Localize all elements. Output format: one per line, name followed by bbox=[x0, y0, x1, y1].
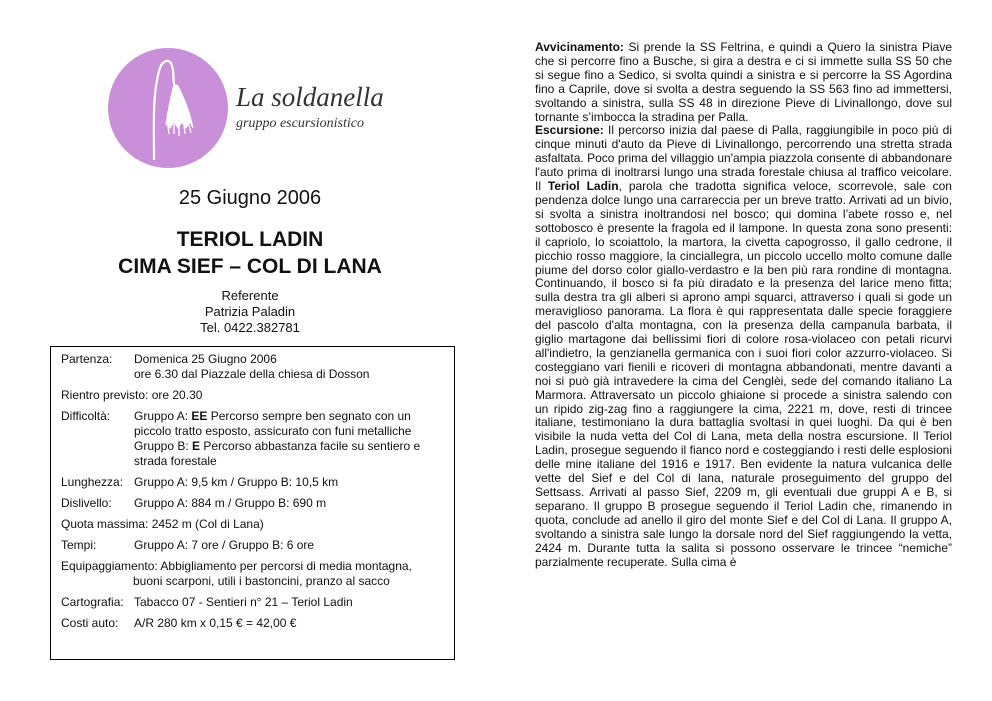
brand-name: La soldanella bbox=[236, 82, 384, 112]
referent-block bbox=[50, 288, 450, 336]
paragraph-escursione bbox=[535, 124, 952, 569]
info-row-difficolta bbox=[61, 409, 446, 469]
partenza-line2: ore 6.30 dal Piazzale della chiesa di Dosson bbox=[134, 367, 370, 381]
escursione-bold-term: Teriol Ladin bbox=[547, 179, 619, 194]
referent-phone: Tel. 0422.382781 bbox=[200, 320, 300, 335]
info-row-dislivello bbox=[61, 496, 446, 511]
difficolta-value bbox=[134, 409, 446, 469]
difficolta-group-b: Gruppo B: E Percorso abbastanza facile su sentiero e strada forestale bbox=[134, 439, 421, 468]
costi-label: Costi auto: bbox=[61, 616, 119, 630]
cartografia-label: Cartografia: bbox=[61, 595, 124, 609]
article-text bbox=[535, 41, 952, 569]
info-row-quota bbox=[61, 517, 446, 532]
info-row-tempi bbox=[61, 538, 446, 553]
referent-name: Patrizia Paladin bbox=[204, 304, 296, 319]
event-date: 25 Giugno 2006 bbox=[178, 187, 322, 209]
escursione-body-1: Il percorso inizia dal paese di Palla, raggiungibile in poco più di cinque minuti d'auto da Pieve di Livinallongo, percorrendo una stretta strada asfaltata. Poco prima del villaggio un'ampia piazzola consente di abbandonare l'auto prima di inoltrarsi lungo una strada forestale chiusa al traffico veicolare. Il bbox=[535, 123, 952, 194]
cartografia-value: Tabacco 07 - Sentieri n° 21 – Teriol Ladin bbox=[134, 595, 353, 609]
difficolta-label: Difficoltà: bbox=[61, 409, 111, 423]
referent-label: Referente bbox=[221, 288, 279, 303]
equipaggiamento-line2: buoni scarponi, utili i bastoncini, pranzo al sacco bbox=[133, 574, 390, 588]
equipaggiamento-line1: Equipaggiamento: Abbigliamento per percorsi di media montagna, bbox=[61, 559, 412, 573]
difficolta-group-a: Gruppo A: EE Percorso sempre ben segnato con un piccolo tratto esposto, assicurato con funi metalliche bbox=[134, 409, 412, 438]
partenza-value bbox=[134, 352, 446, 382]
dislivello-label: Dislivello: bbox=[61, 496, 112, 510]
equipaggiamento-value bbox=[61, 559, 446, 589]
tempi-label: Tempi: bbox=[61, 538, 97, 552]
lunghezza-value: Gruppo A: 9,5 km / Gruppo B: 10,5 km bbox=[134, 475, 339, 489]
costi-value: A/R 280 km x 0,15 € = 42,00 € bbox=[134, 616, 297, 630]
dislivello-value: Gruppo A: 884 m / Gruppo B: 690 m bbox=[134, 496, 327, 510]
event-title-line1: TERIOL LADIN bbox=[176, 228, 324, 251]
escursione-heading: Escursione: bbox=[535, 123, 604, 138]
partenza-label: Partenza: bbox=[61, 352, 113, 366]
avvicinamento-heading: Avvicinamento: bbox=[535, 40, 624, 54]
paragraph-avvicinamento bbox=[535, 41, 952, 124]
lunghezza-label: Lunghezza: bbox=[61, 475, 124, 489]
avvicinamento-body: Si prende la SS Feltrina, e quindi a Quero la sinistra Piave che si percorre fino a Busche, si gira a destra e ci si immette sulla SS 50 che si segue fino a Sedico, si svolta quindi a sinistra e si percorre la SS Agordina fino a Caprile, dove si svolta a destra seguendo la SS 563 fino ad immettersi, svoltando a sinistra, sulla SS 48 in direzione Pieve di Livinallongo, dove sul tornante s’imbocca la stradina per Palla. bbox=[535, 40, 952, 124]
rientro-value: Rientro previsto: ore 20.30 bbox=[61, 388, 203, 402]
info-row-partenza bbox=[61, 352, 446, 382]
logo bbox=[108, 48, 228, 168]
brand-subtitle: gruppo escursionistico bbox=[236, 116, 364, 131]
soldanella-flower-icon bbox=[108, 48, 228, 168]
quota-value: Quota massima: 2452 m (Col di Lana) bbox=[61, 517, 264, 531]
partenza-line1: Domenica 25 Giugno 2006 bbox=[134, 352, 277, 366]
escursione-body-2: , parola che tradotta significa veloce, scorrevole, sale con pendenza dolce lungo una carrareccia per un breve tratto. Arrivati ad un bivio, si svolta a sinistra inoltrandosi nel bosco; qui domina l’abete rosso e, nel sottobosco è presente la fragola ed il lampone. In questa zona sono presenti: il capriolo, lo scoiattolo, la martora, la civetta capogrosso, il gallo cedrone, il picchio rosso maggiore, la cinciallegra, un piccolo uccello molto comune dalle piume del dorso color giallo-verdastro e la ben più rara rondine di montagna. Continuando, il bosco si fa più diradato e la presenza del larice meno fitta; sulla destra tra gli alberi si aprono ampi squarci, attraverso i quali si gode un meraviglioso panorama. La flora è qui rappresentata dalle specie foraggiere del pascolo d'alta montagna, con la presenza della campanula barbata, il giglio martagone dai bellissimi fiori di colore rosa-violaceo con petali ricurvi all'indietro, la genzianella germanica con i suoi fiori color azzurro-violaceo. Si costeggiano vari fienili e ricoveri di montagna abbandonati, mentre davanti a noi si può già intravedere la cima del Cenglèi, sede del comando italiano La Marmora. Attraversato un piccolo ghiaione si procede a sinistra salendo con un ripido zig-zag fino a raggiungere la cima, 2221 m, dove, resti di trincee italiane, testimoniano la dura battaglia svoltasi in quei luoghi. Da qui è ben visibile la nuda vetta del Col di Lana, meta della nostra escursione. Il Teriol Ladin, prosegue seguendo il fianco nord e costeggiando i resti delle esplosioni delle mine italiane del 1916 e 1917. Ben evidente la natura vulcanica delle vette del Sief e del Col di lana, naturale proseguimento del gruppo del Settsass. Arrivati al passo Sief, 2209 m, gli eventuali due gruppi A e B, si separano. Il gruppo B prosegue seguendo il Teriol Ladin che, rimanendo in quota, conclude ad anello il giro del monte Sief e del Col di Lana. Il gruppo A, svoltando a sinistra sale lungo la dorsale nord del Sief raggiungendo la vetta, 2424 m. Durante tutta la salita si possono osservare le trincee “nemiche” parzialmente recuperate. Sulla cima è bbox=[535, 179, 952, 569]
event-title-line2: CIMA SIEF – COL DI LANA bbox=[118, 255, 382, 278]
info-row-cartografia bbox=[61, 595, 446, 610]
info-row-costi bbox=[61, 616, 446, 631]
info-row-lunghezza bbox=[61, 475, 446, 490]
tempi-value: Gruppo A: 7 ore / Gruppo B: 6 ore bbox=[134, 538, 315, 552]
info-row-equipaggiamento bbox=[61, 559, 446, 589]
trip-info-box bbox=[50, 346, 455, 660]
info-row-rientro bbox=[61, 388, 446, 403]
event-title bbox=[50, 226, 450, 280]
